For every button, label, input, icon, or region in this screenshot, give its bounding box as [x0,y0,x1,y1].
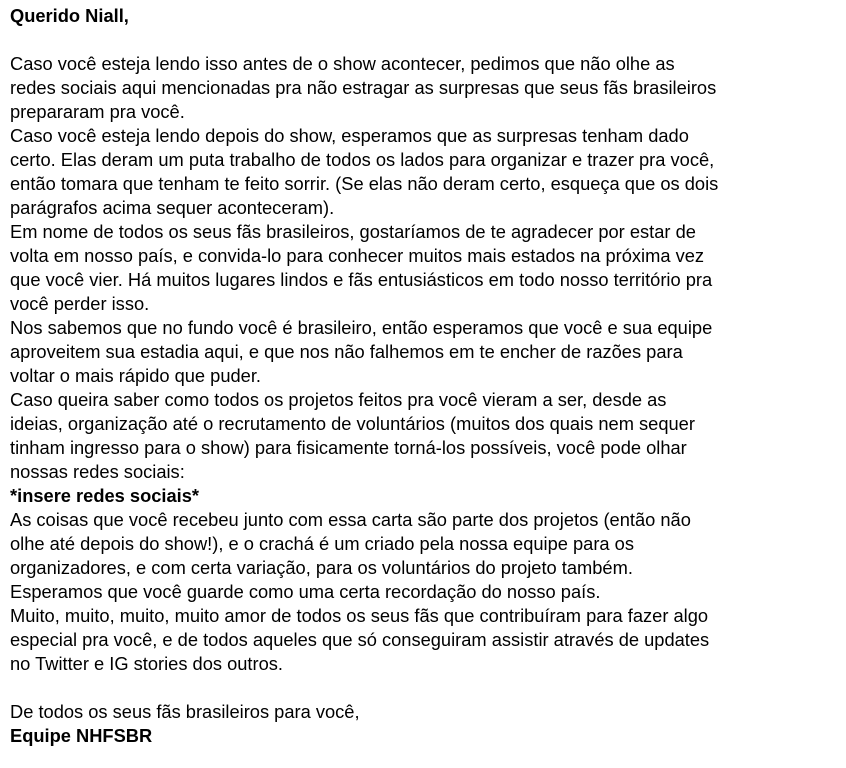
paragraph-before-show: Caso você esteja lendo isso antes de o show acontecer, pedimos que não olhe as redes sociais aqui mencionadas pra não estragar as surpresas que seus fãs brasileiros prepararam pra você. [10,53,717,122]
greeting: Querido Niall, [10,5,129,26]
paragraph-projects: Caso queira saber como todos os projetos feitos pra você vieram a ser, desde as ideias, organização até o recrutamento de voluntários (muitos dos quais nem sequer tinham ingresso para o show) para fisicamente torná-los possíveis, você pode olhar nossas redes sociais: [10,389,695,482]
signature: Equipe NHFSBR [10,725,153,746]
paragraph-brazilian: Nos sabemos que no fundo você é brasileiro, então esperamos que você e sua equipe aproveitem sua estadia aqui, e que nos não falhemos em te encher de razões para voltar o mais rápido que puder. [10,317,713,386]
blank-line [10,676,846,700]
paragraph-love: Muito, muito, muito, muito amor de todos os seus fãs que contribuíram para fazer algo especial pra você, e de todos aqueles que só conseguiram assistir através de updates no Twitter e IG stories dos outros. [10,605,710,674]
paragraph-after-show: Caso você esteja lendo depois do show, esperamos que as surpresas tenham dado certo. Elas deram um puta trabalho de todos os lados para organizar e trazer pra você, então tomara que tenham te feito sorrir. (Se elas não deram certo, esqueça que os dois parágrafos acima sequer aconteceram). [10,125,719,218]
paragraph-gifts: As coisas que você recebeu junto com essa carta são parte dos projetos (então não olhe até depois do show!), e o crachá é um criado pela nossa equipe para os organizadores, e com certa variação, para os voluntários do projeto também. [10,509,691,578]
paragraph-thanks: Em nome de todos os seus fãs brasileiros, gostaríamos de te agradecer por estar de volta em nosso país, e convida-lo para conhecer muitos mais estados na próxima vez que você vier. Há muitos lugares lindos e fãs entusiásticos em todo nosso território pra você perder isso. [10,221,713,314]
blank-line [10,28,846,52]
paragraph-souvenir: Esperamos que você guarde como uma certa recordação do nosso país. [10,581,601,602]
closing-line: De todos os seus fãs brasileiros para você, [10,701,360,722]
social-placeholder: *insere redes sociais* [10,485,200,506]
